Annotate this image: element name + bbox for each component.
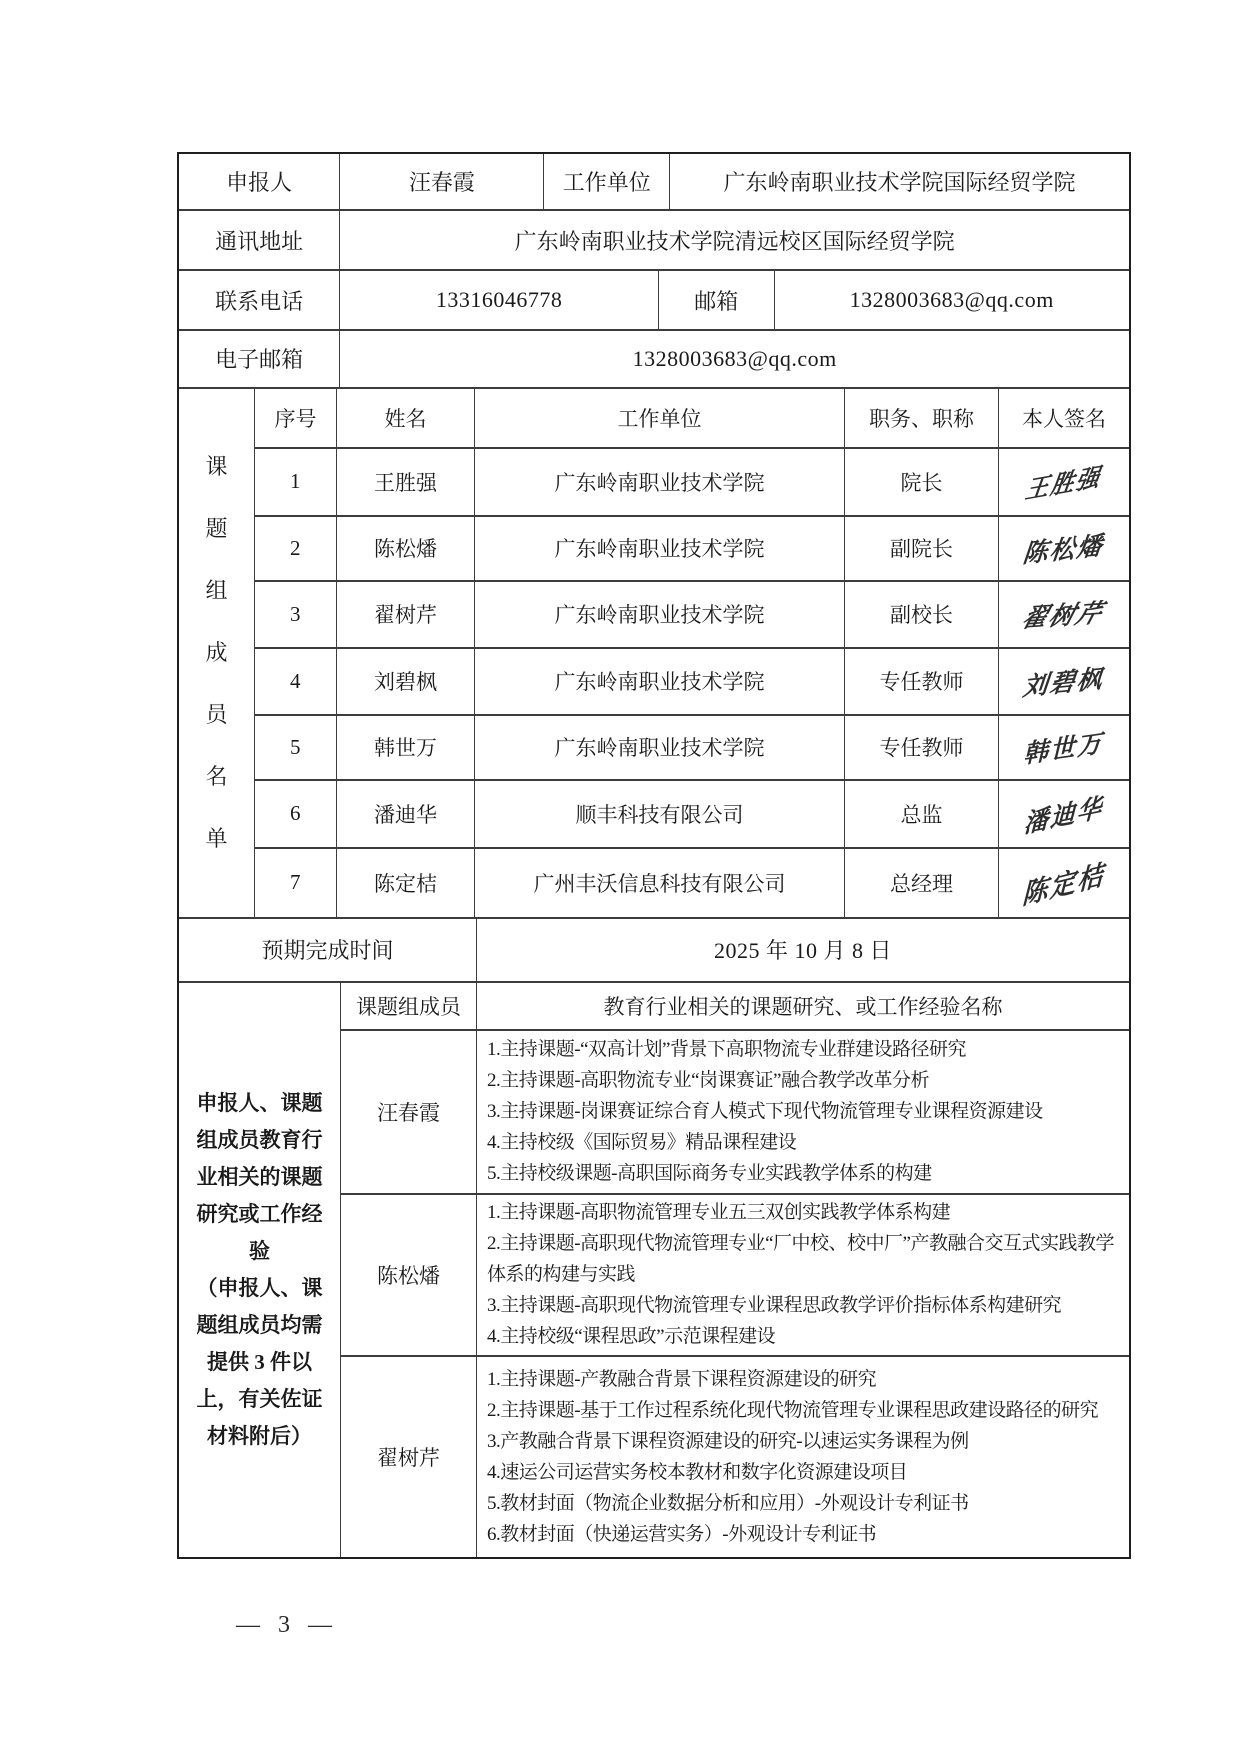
member-signature-cell [999,649,1129,716]
table-row [255,582,1129,649]
member-unit: 广东岭南职业技术学院 [475,582,845,649]
experience-item: 2.主持课题-高职物流专业“岗课赛证”融合教学改革分析 [487,1070,929,1092]
member-unit: 广东岭南职业技术学院 [475,449,845,517]
member-name: 王胜强 [337,449,475,517]
work-unit-value: 广东岭南职业技术学院国际经贸学院 [670,154,1129,211]
experience-items [477,1357,1129,1557]
member-name: 陈松燔 [337,517,475,582]
experience-header-row [341,983,1129,1031]
address-row [179,211,1129,271]
member-title: 专任教师 [845,649,999,716]
experience-item: 4.速运公司运营实务校本教材和数字化资源建设项目 [487,1461,908,1483]
experience-item: 6.教材封面（快递运营实务）-外观设计专利证书 [487,1523,877,1545]
member-no: 5 [255,716,337,781]
experience-side-label [179,983,341,1557]
experience-item: 4.主持校级“课程思政”示范课程建设 [487,1326,776,1348]
email-value: 1328003683@qq.com [340,331,1129,389]
page-number: — 3 — [236,1612,338,1638]
phone-value: 13316046778 [340,271,659,330]
member-title: 院长 [845,449,999,517]
experience-item: 1.主持课题-高职物流管理专业五三双创实践教学体系构建 [487,1202,951,1224]
table-row [255,849,1129,917]
signature: 韩世万 [1023,730,1105,770]
team-member-section [179,389,1129,917]
member-name: 韩世万 [337,716,475,781]
member-unit: 广东岭南职业技术学院 [475,649,845,716]
team-side-label: 课题组成员名单 [205,453,228,851]
member-name: 陈定桔 [337,849,475,917]
header-name: 姓名 [337,389,475,449]
applicant-label: 申报人 [179,154,340,211]
member-unit: 广东岭南职业技术学院 [475,517,845,582]
email-label: 电子邮箱 [179,331,340,389]
completion-value: 2025 年 10 月 8 日 [477,919,1129,983]
signature: 陈松燔 [1021,532,1106,569]
experience-member-name: 汪春霞 [341,1031,477,1195]
member-title: 专任教师 [845,716,999,781]
header-signature: 本人签名 [999,389,1129,449]
signature: 陈定桔 [1022,860,1106,911]
experience-item: 2.主持课题-高职现代物流管理专业“厂中校、校中厂”产教融合交互式实践教学体系的构建与实践 [487,1233,1114,1286]
member-title: 副院长 [845,517,999,582]
table-row [255,649,1129,716]
table-row [255,781,1129,849]
member-signature-cell [999,849,1129,917]
member-signature-cell [999,449,1129,517]
team-side-label-cell [179,389,255,917]
member-no: 3 [255,582,337,649]
experience-items [477,1195,1129,1357]
phone-label: 联系电话 [179,271,340,330]
phone-row [179,271,1129,330]
team-table [255,389,1129,917]
completion-label: 预期完成时间 [179,919,477,983]
member-no: 1 [255,449,337,517]
address-label: 通讯地址 [179,211,340,271]
experience-section [179,983,1129,1557]
applicant-row [179,154,1129,211]
member-no: 6 [255,781,337,849]
experience-item: 4.主持校级《国际贸易》精品课程建设 [487,1132,797,1154]
header-no: 序号 [255,389,337,449]
experience-item: 3.主持课题-高职现代物流管理专业课程思政教学评价指标体系构建研究 [487,1295,1062,1317]
address-value: 广东岭南职业技术学院清远校区国际经贸学院 [340,211,1129,271]
member-signature-cell [999,517,1129,582]
experience-member-name: 翟树芹 [341,1357,477,1557]
member-no: 7 [255,849,337,917]
experience-item: 3.产教融合背景下课程资源建设的研究-以速运实务课程为例 [487,1430,969,1452]
header-title: 职务、职称 [845,389,999,449]
experience-items [477,1031,1129,1195]
experience-side-label-line2: （申报人、课题组成员均需提供 3 件以上，有关佐证材料附后） [196,1275,323,1448]
signature: 翟树芹 [1018,600,1108,634]
team-header-row [255,389,1129,449]
experience-group [341,1357,1129,1557]
experience-group [341,1195,1129,1357]
experience-item: 1.主持课题-“双高计划”背景下高职物流专业群建设路径研究 [487,1039,966,1061]
signature: 刘碧枫 [1021,665,1106,702]
mail-label: 邮箱 [659,271,775,330]
experience-side-label-line1: 申报人、课题组成员教育行业相关的课题研究或工作经验 [196,1090,323,1263]
member-unit: 顺丰科技有限公司 [475,781,845,849]
experience-header-content: 教育行业相关的课题研究、或工作经验名称 [477,983,1129,1031]
member-no: 4 [255,649,337,716]
member-unit: 广州丰沃信息科技有限公司 [475,849,845,917]
experience-item: 5.教材封面（物流企业数据分析和应用）-外观设计专利证书 [487,1492,969,1514]
member-title: 总监 [845,781,999,849]
mail-value: 1328003683@qq.com [775,271,1130,330]
member-unit: 广东岭南职业技术学院 [475,716,845,781]
experience-group [341,1031,1129,1195]
table-row [255,449,1129,517]
applicant-name: 汪春霞 [340,154,544,211]
experience-item: 1.主持课题-产教融合背景下课程资源建设的研究 [487,1368,877,1390]
member-signature-cell [999,716,1129,781]
email-row [179,331,1129,389]
member-signature-cell [999,582,1129,649]
header-unit: 工作单位 [475,389,845,449]
experience-item: 2.主持课题-基于工作过程系统化现代物流管理专业课程思政建设路径的研究 [487,1399,1099,1421]
table-row [255,517,1129,582]
signature: 王胜强 [1023,464,1104,505]
member-no: 2 [255,517,337,582]
member-signature-cell [999,781,1129,849]
experience-item: 5.主持校级课题-高职国际商务专业实践教学体系的构建 [487,1163,932,1185]
work-unit-label: 工作单位 [544,154,669,211]
member-title: 副校长 [845,582,999,649]
experience-item: 3.主持课题-岗课赛证综合育人模式下现代物流管理专业课程资源建设 [487,1101,1043,1123]
member-name: 潘迪华 [337,781,475,849]
table-row [255,716,1129,781]
member-name: 刘碧枫 [337,649,475,716]
member-title: 总经理 [845,849,999,917]
completion-row [179,917,1129,983]
experience-header-member: 课题组成员 [341,983,477,1031]
member-name: 翟树芹 [337,582,475,649]
application-form-table [177,152,1131,1559]
experience-member-name: 陈松燔 [341,1195,477,1357]
experience-table [341,983,1129,1557]
signature: 潘迪华 [1023,794,1105,839]
